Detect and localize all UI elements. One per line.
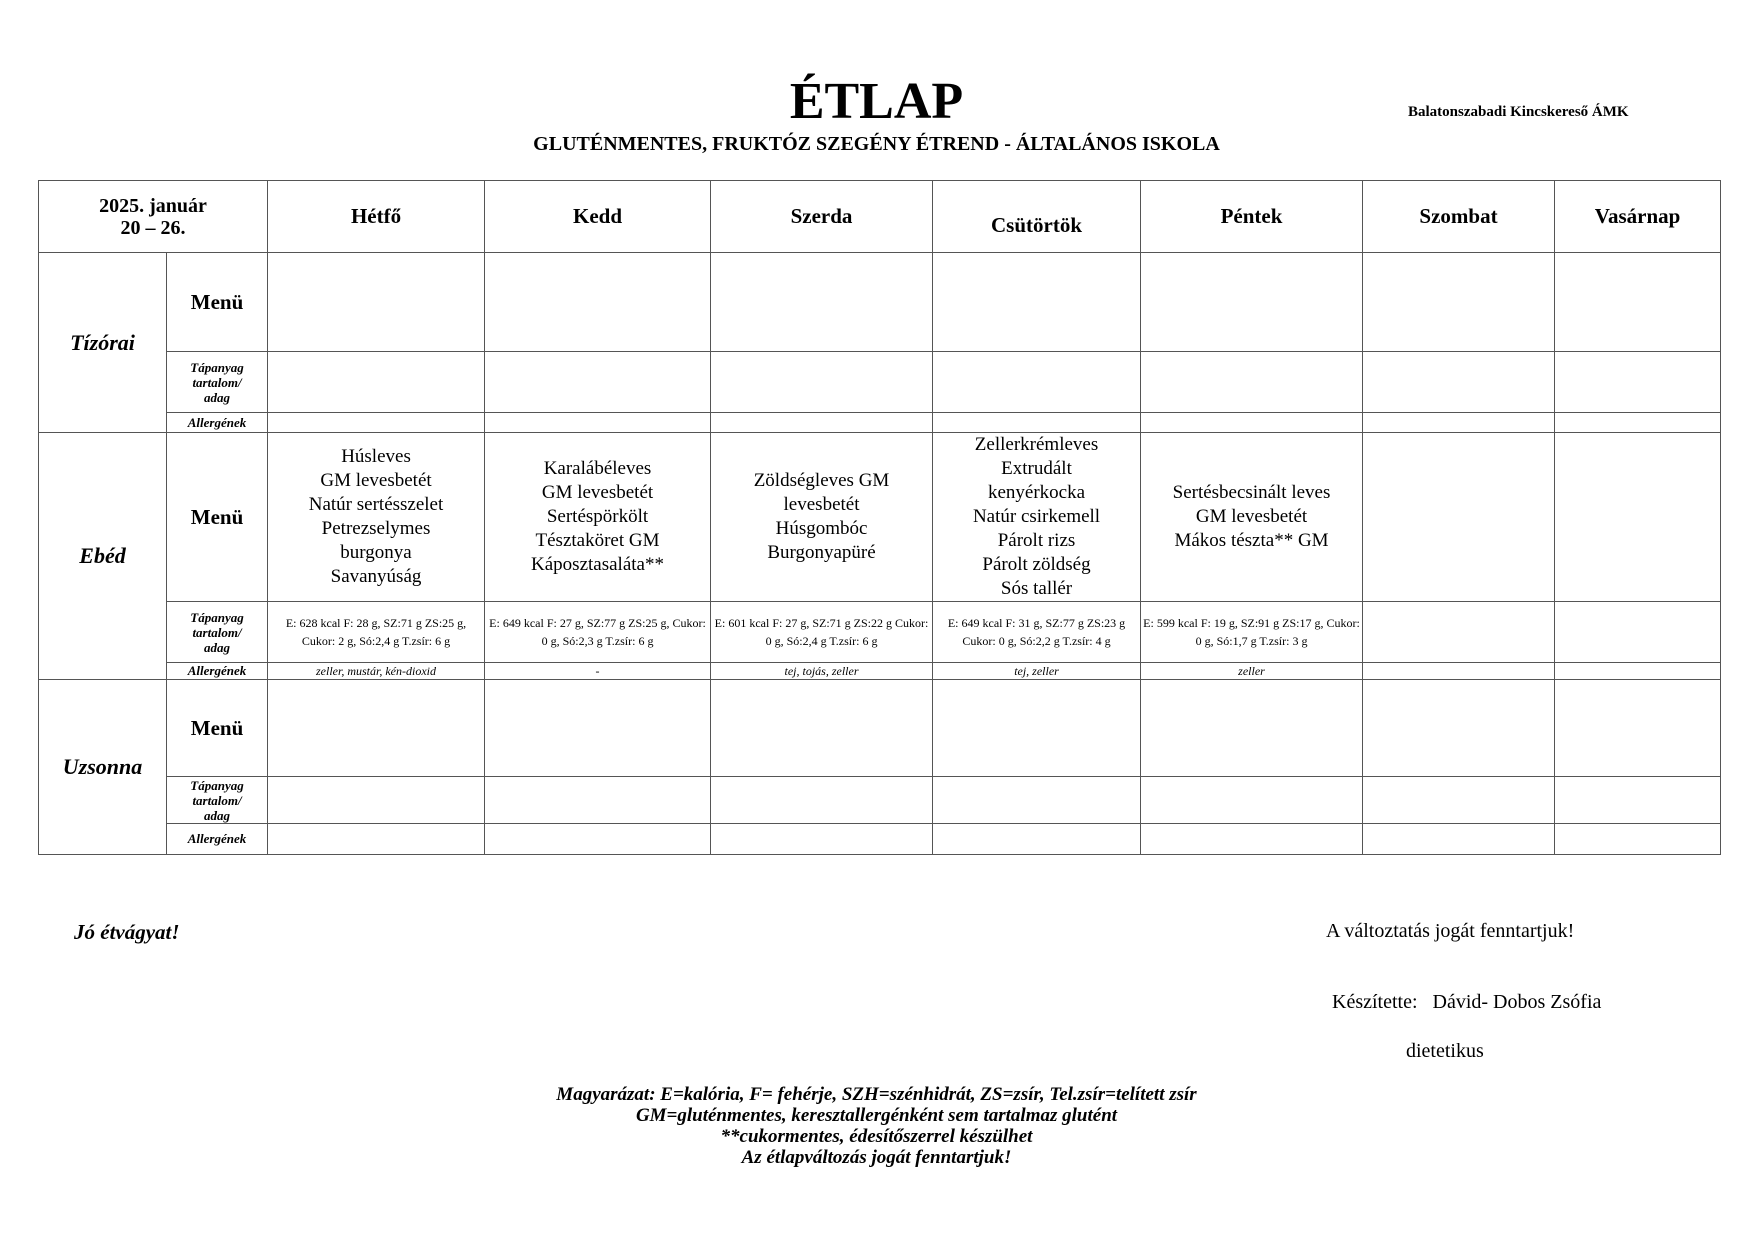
- date-line-1: 2025. január: [99, 194, 207, 217]
- allergen-cell: [933, 413, 1141, 433]
- lunch-nutrition-thursday: E: 649 kcal F: 31 g, SZ:77 g ZS:23 g Cukor: 0 g, Só:2,2 g T.zsír: 4 g: [933, 602, 1141, 663]
- nutrition-cell: [1363, 777, 1555, 824]
- dish-item: Karalábéleves: [543, 458, 652, 479]
- menu-cell: [1141, 680, 1363, 777]
- ebed-nutrition-row: [39, 602, 1721, 663]
- dish-item: Sós tallér: [1000, 578, 1073, 599]
- ebed-menu-row: [39, 433, 1721, 602]
- dish-item: burgonya: [340, 542, 412, 563]
- institution-name: Balatonszabadi Kincskereső ÁMK: [1408, 104, 1629, 120]
- legend-line: Az étlapváltozás jogát fenntartjuk!: [741, 1147, 1012, 1168]
- nutrition-label-line: tartalom/: [192, 792, 242, 808]
- nutrition-label-line: adag: [204, 639, 230, 655]
- nutrition-cell: [1141, 777, 1363, 824]
- page-subtitle: GLUTÉNMENTES, FRUKTÓZ SZEGÉNY ÉTREND - ÁLTALÁNOS ISKOLA: [533, 133, 1220, 155]
- nutrition-cell: [1555, 777, 1721, 824]
- allergen-cell: [1363, 413, 1555, 433]
- nutrition-cell: [1555, 352, 1721, 413]
- dish-item: Savanyúság: [330, 566, 422, 587]
- allergen-cell: [1555, 663, 1721, 680]
- nutrition-cell: [933, 352, 1141, 413]
- allergen-cell: [485, 824, 711, 855]
- nutrition-cell: [268, 777, 485, 824]
- dish-item: Mákos tészta** GM: [1174, 530, 1329, 551]
- dish-item: Burgonyapüré: [767, 542, 876, 563]
- tizorai-allergens-row: [39, 413, 1721, 433]
- row-label-nutrition: [167, 777, 268, 824]
- page-title: ÉTLAP: [789, 73, 964, 130]
- rights-notice: A változtatás jogát fenntartjuk!: [1326, 920, 1575, 942]
- dish-item: Tésztaköret GM: [535, 530, 660, 551]
- uzsonna-menu-row: [39, 680, 1721, 777]
- row-label-allergens: Allergének: [167, 413, 268, 433]
- dish-item: Zellerkrémleves: [974, 434, 1099, 455]
- allergen-cell: [1555, 413, 1721, 433]
- allergen-cell: [1363, 663, 1555, 680]
- dish-item: levesbetét: [783, 494, 860, 515]
- dish-item: Párolt rizs: [997, 530, 1076, 551]
- row-label-nutrition: [167, 352, 268, 413]
- dish-item: Párolt zöldség: [982, 554, 1091, 575]
- lunch-menu-monday: [268, 433, 485, 602]
- nutrition-cell: [1363, 352, 1555, 413]
- legend-line: Magyarázat: E=kalória, F= fehérje, SZH=szénhidrát, ZS=zsír, Tel.zsír=telített zsír: [556, 1084, 1197, 1105]
- menu-cell: [933, 253, 1141, 352]
- day-header-friday: Péntek: [1141, 181, 1363, 253]
- menu-cell: [1363, 680, 1555, 777]
- dish-item: GM levesbetét: [1195, 506, 1308, 527]
- allergen-cell: [711, 824, 933, 855]
- menu-cell: [1555, 433, 1721, 602]
- dish-item: Petrezselymes: [321, 518, 431, 539]
- tizorai-menu-row: [39, 253, 1721, 352]
- nutrition-label-line: tartalom/: [192, 374, 242, 390]
- menu-cell: [1141, 253, 1363, 352]
- day-header-saturday: Szombat: [1363, 181, 1555, 253]
- nutrition-cell: [485, 777, 711, 824]
- row-label-menu: Menü: [167, 433, 268, 602]
- day-header-thursday: Csütörtök: [933, 181, 1141, 253]
- nutrition-label-line: adag: [204, 389, 230, 405]
- nutrition-cell: [711, 352, 933, 413]
- row-label-menu: Menü: [167, 680, 268, 777]
- lunch-allergens-thursday: tej, zeller: [933, 663, 1141, 680]
- dish-item: Natúr csirkemell: [972, 506, 1101, 527]
- nutrition-cell: [485, 352, 711, 413]
- dish-item: Natúr sertésszelet: [308, 494, 444, 515]
- menu-cell: [711, 680, 933, 777]
- dish-item: Sertésbecsinált leves: [1172, 482, 1331, 503]
- author-name: Készítette: Dávid- Dobos Zsófia: [1332, 991, 1602, 1013]
- dish-item: Húsleves: [341, 446, 411, 467]
- meal-label-tizorai: Tízórai: [39, 253, 167, 433]
- nutrition-label-line: Tápanyag: [190, 777, 244, 793]
- allergen-cell: [933, 824, 1141, 855]
- greeting-text: Jó étvágyat!: [74, 920, 180, 944]
- meal-label-uzsonna: Uzsonna: [39, 680, 167, 855]
- legend-block: [0, 1084, 1753, 1168]
- allergen-cell: [711, 413, 933, 433]
- lunch-allergens-wednesday: tej, tojás, zeller: [711, 663, 933, 680]
- dish-item: GM levesbetét: [320, 470, 432, 491]
- lunch-menu-tuesday: [485, 433, 711, 602]
- menu-cell: [485, 253, 711, 352]
- ebed-allergens-row: [39, 663, 1721, 680]
- nutrition-label-line: Tápanyag: [190, 609, 244, 625]
- author-role: dietetikus: [1406, 1040, 1484, 1062]
- row-label-nutrition: [167, 602, 268, 663]
- allergen-cell: [1555, 824, 1721, 855]
- date-line-2: 20 – 26.: [120, 216, 186, 239]
- meal-label-ebed: Ebéd: [39, 433, 167, 680]
- day-header-tuesday: Kedd: [485, 181, 711, 253]
- nutrition-cell: [1555, 602, 1721, 663]
- allergen-cell: [268, 413, 485, 433]
- lunch-nutrition-wednesday: E: 601 kcal F: 27 g, SZ:71 g ZS:22 g Cukor: 0 g, Só:2,4 g T.zsír: 6 g: [711, 602, 933, 663]
- menu-table: [38, 180, 1721, 855]
- allergen-cell: [1141, 824, 1363, 855]
- nutrition-label-line: tartalom/: [192, 624, 242, 640]
- menu-cell: [268, 253, 485, 352]
- menu-cell: [268, 680, 485, 777]
- tizorai-nutrition-row: [39, 352, 1721, 413]
- lunch-menu-thursday: [933, 433, 1141, 602]
- lunch-allergens-tuesday: -: [485, 663, 711, 680]
- menu-cell: [485, 680, 711, 777]
- nutrition-cell: [933, 777, 1141, 824]
- menu-cell: [933, 680, 1141, 777]
- dish-item: Sertéspörkölt: [546, 506, 649, 527]
- nutrition-label-line: Tápanyag: [190, 359, 244, 375]
- allergen-cell: [1363, 824, 1555, 855]
- dish-item: Extrudált: [1001, 458, 1072, 479]
- lunch-nutrition-tuesday: E: 649 kcal F: 27 g, SZ:77 g ZS:25 g, Cukor: 0 g, Só:2,3 g T.zsír: 6 g: [485, 602, 711, 663]
- row-label-menu: Menü: [167, 253, 268, 352]
- row-label-allergens: Allergének: [167, 824, 268, 855]
- header-row: [39, 181, 1721, 253]
- allergen-cell: [268, 824, 485, 855]
- dish-item: kenyérkocka: [987, 482, 1086, 503]
- menu-cell: [1363, 253, 1555, 352]
- lunch-menu-wednesday: [711, 433, 933, 602]
- day-header-wednesday: Szerda: [711, 181, 933, 253]
- dish-item: Káposztasaláta**: [531, 554, 664, 575]
- uzsonna-nutrition-row: [39, 777, 1721, 824]
- dish-item: Zöldségleves GM: [753, 470, 890, 491]
- lunch-menu-friday: [1141, 433, 1363, 602]
- nutrition-cell: [1363, 602, 1555, 663]
- nutrition-cell: [711, 777, 933, 824]
- allergen-cell: [485, 413, 711, 433]
- menu-cell: [1363, 433, 1555, 602]
- date-range-cell: [39, 181, 268, 253]
- menu-cell: [711, 253, 933, 352]
- nutrition-cell: [1141, 352, 1363, 413]
- dish-item: Húsgombóc: [775, 518, 868, 539]
- row-label-allergens: Allergének: [167, 663, 268, 680]
- lunch-allergens-friday: zeller: [1141, 663, 1363, 680]
- lunch-nutrition-friday: E: 599 kcal F: 19 g, SZ:91 g ZS:17 g, Cukor: 0 g, Só:1,7 g T.zsír: 3 g: [1141, 602, 1363, 663]
- day-header-monday: Hétfő: [268, 181, 485, 253]
- day-header-sunday: Vasárnap: [1555, 181, 1721, 253]
- nutrition-label-line: adag: [204, 807, 230, 823]
- lunch-allergens-monday: zeller, mustár, kén-dioxid: [268, 663, 485, 680]
- dish-item: GM levesbetét: [541, 482, 654, 503]
- lunch-nutrition-monday: E: 628 kcal F: 28 g, SZ:71 g ZS:25 g, Cukor: 2 g, Só:2,4 g T.zsír: 6 g: [268, 602, 485, 663]
- menu-cell: [1555, 253, 1721, 352]
- legend-line: **cukormentes, édesítőszerrel készülhet: [720, 1126, 1033, 1147]
- nutrition-cell: [268, 352, 485, 413]
- uzsonna-allergens-row: [39, 824, 1721, 855]
- legend-line: GM=gluténmentes, keresztallergénként sem tartalmaz glutént: [635, 1105, 1118, 1126]
- menu-cell: [1555, 680, 1721, 777]
- allergen-cell: [1141, 413, 1363, 433]
